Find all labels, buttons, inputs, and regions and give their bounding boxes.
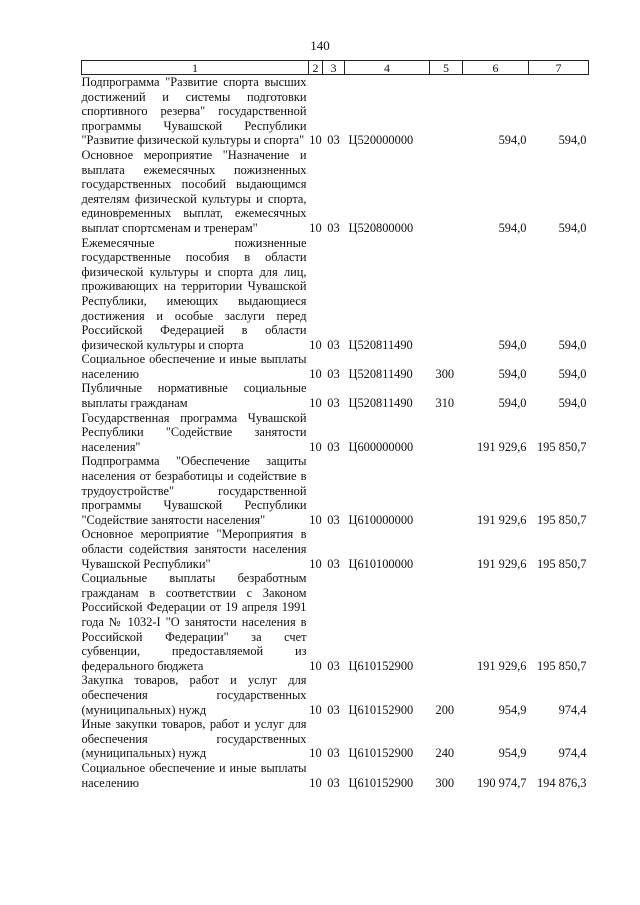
header-cell-7: 7 bbox=[529, 61, 589, 75]
amount-col6: 954,9 bbox=[498, 702, 527, 717]
expense-type-code: 200 bbox=[435, 702, 455, 717]
target-article-code: Ц520811490 bbox=[348, 396, 413, 411]
target-article-code: Ц520800000 bbox=[348, 220, 414, 235]
amount-col7: 594,0 bbox=[558, 366, 587, 381]
header-cell-6: 6 bbox=[463, 61, 529, 75]
expense-type-code bbox=[430, 75, 463, 148]
header-cell-2: 2 bbox=[309, 61, 323, 75]
amount-col7: 195 850,7 bbox=[536, 556, 587, 571]
subsection-code: 03 bbox=[327, 775, 340, 790]
item-name: Основное мероприятие "Назначение и выплата ежемесячных пожизненных государственных пособий выдающимся деятелям физической культуры и спорта, единовременных выплат, ежемесячных выплат спортсменам и тренерам" bbox=[81, 147, 307, 235]
table-row bbox=[82, 236, 589, 353]
table-row bbox=[82, 411, 589, 455]
target-article-code: Ц610152900 bbox=[348, 746, 414, 761]
header-cell-4: 4 bbox=[345, 61, 430, 75]
amount-col7: 594,0 bbox=[558, 220, 587, 235]
amount-col7: 594,0 bbox=[558, 133, 587, 148]
amount-col6: 954,9 bbox=[498, 746, 527, 761]
expense-type-code: 300 bbox=[435, 366, 455, 381]
target-article-code: Ц610152900 bbox=[348, 775, 414, 790]
budget-table bbox=[81, 60, 589, 790]
item-name: Государственная программа Чувашской Республики "Содействие занятости населения" bbox=[81, 410, 307, 454]
amount-col7: 594,0 bbox=[558, 396, 587, 411]
target-article-code: Ц600000000 bbox=[348, 439, 414, 454]
item-name: Подпрограмма "Обеспечение защиты населения от безработицы и содействие в трудоустройстве" государственной программы Чувашской Республики "Содействие занятости населения" bbox=[81, 454, 307, 527]
section-code: 10 bbox=[309, 775, 322, 790]
amount-col7: 974,4 bbox=[558, 702, 587, 717]
subsection-code: 03 bbox=[327, 512, 340, 527]
amount-col6: 191 929,6 bbox=[476, 439, 527, 454]
table-row bbox=[82, 761, 589, 790]
amount-col6: 594,0 bbox=[498, 366, 527, 381]
item-name: Иные закупки товаров, работ и услуг для обеспечения государственных (муниципальных) нужд bbox=[81, 717, 307, 761]
amount-col6: 191 929,6 bbox=[476, 556, 527, 571]
expense-type-code: 300 bbox=[435, 775, 455, 790]
subsection-code: 03 bbox=[327, 746, 340, 761]
section-code: 10 bbox=[309, 337, 322, 352]
target-article-code: Ц610000000 bbox=[348, 512, 414, 527]
expense-type-code bbox=[430, 148, 463, 236]
section-code: 10 bbox=[309, 746, 322, 761]
subsection-code: 03 bbox=[327, 702, 340, 717]
table-row bbox=[82, 381, 589, 410]
item-name: Закупка товаров, работ и услуг для обеспечения государственных (муниципальных) нужд bbox=[81, 673, 307, 717]
item-name: Публичные нормативные социальные выплаты гражданам bbox=[81, 381, 307, 411]
amount-col7: 194 876,3 bbox=[536, 775, 587, 790]
target-article-code: Ц520811490 bbox=[348, 337, 413, 352]
amount-col6: 191 929,6 bbox=[476, 512, 527, 527]
item-name: Социальные выплаты безработным гражданам в соответствии с Законом Российской Федерации от 19 апреля 1991 года № 1032-I "О занятости населения в Российской Федерации" за счет субвенции, предоставляемой из федерального бюджета bbox=[81, 571, 307, 673]
amount-col6: 191 929,6 bbox=[476, 658, 527, 673]
subsection-code: 03 bbox=[327, 396, 340, 411]
section-code: 10 bbox=[309, 658, 322, 673]
subsection-code: 03 bbox=[327, 556, 340, 571]
expense-type-code bbox=[430, 411, 463, 455]
expense-type-code bbox=[430, 454, 463, 527]
target-article-code: Ц610152900 bbox=[348, 658, 414, 673]
amount-col7: 594,0 bbox=[558, 337, 587, 352]
item-name: Основное мероприятие "Мероприятия в области содействия занятости населения Чувашской Республики" bbox=[81, 527, 307, 571]
item-name: Социальное обеспечение и иные выплаты населению bbox=[81, 352, 307, 381]
section-code: 10 bbox=[309, 396, 322, 411]
amount-col6: 594,0 bbox=[498, 133, 527, 148]
section-code: 10 bbox=[309, 512, 322, 527]
amount-col6: 594,0 bbox=[498, 337, 527, 352]
expense-type-code bbox=[430, 527, 463, 571]
item-name: Подпрограмма "Развитие спорта высших достижений и системы подготовки спортивного резерва" государственной программы Чувашской Республики "Развитие физической культуры и спорта" bbox=[81, 75, 307, 148]
amount-col6: 594,0 bbox=[498, 396, 527, 411]
table-row bbox=[82, 527, 589, 571]
section-code: 10 bbox=[309, 220, 322, 235]
target-article-code: Ц520000000 bbox=[348, 133, 414, 148]
section-code: 10 bbox=[309, 702, 322, 717]
subsection-code: 03 bbox=[327, 337, 340, 352]
subsection-code: 03 bbox=[327, 658, 340, 673]
header-cell-3: 3 bbox=[323, 61, 345, 75]
amount-col6: 594,0 bbox=[498, 220, 527, 235]
subsection-code: 03 bbox=[327, 220, 340, 235]
expense-type-code bbox=[430, 571, 463, 673]
subsection-code: 03 bbox=[327, 133, 340, 148]
expense-type-code bbox=[430, 236, 463, 353]
table-row bbox=[82, 454, 589, 527]
table-row bbox=[82, 717, 589, 761]
amount-col7: 195 850,7 bbox=[536, 512, 587, 527]
amount-col7: 195 850,7 bbox=[536, 439, 587, 454]
item-name: Ежемесячные пожизненные государственные пособия в области физической культуры и спорта для лиц, проживающих на территории Чувашской Республики, имеющих выдающиеся достижения и особые заслуги перед Российской Федерацией в области физической культуры и спорта bbox=[81, 235, 307, 352]
header-cell-1: 1 bbox=[82, 61, 309, 75]
item-name: Социальное обеспечение и иные выплаты населению bbox=[81, 760, 307, 790]
table-row bbox=[82, 75, 589, 148]
subsection-code: 03 bbox=[327, 439, 340, 454]
amount-col6: 190 974,7 bbox=[476, 775, 527, 790]
section-code: 10 bbox=[309, 133, 322, 148]
section-code: 10 bbox=[309, 556, 322, 571]
table-row bbox=[82, 571, 589, 673]
header-row bbox=[82, 61, 589, 75]
expense-type-code: 240 bbox=[435, 746, 455, 761]
amount-col7: 195 850,7 bbox=[536, 658, 587, 673]
section-code: 10 bbox=[309, 366, 322, 381]
target-article-code: Ц610152900 bbox=[348, 702, 414, 717]
subsection-code: 03 bbox=[327, 366, 340, 381]
target-article-code: Ц610100000 bbox=[348, 556, 414, 571]
table-row bbox=[82, 673, 589, 717]
header-cell-5: 5 bbox=[430, 61, 463, 75]
expense-type-code: 310 bbox=[435, 396, 455, 411]
page-number: 140 bbox=[310, 38, 330, 53]
section-code: 10 bbox=[309, 439, 322, 454]
table-row bbox=[82, 148, 589, 236]
amount-col7: 974,4 bbox=[558, 746, 587, 761]
table-row bbox=[82, 352, 589, 381]
target-article-code: Ц520811490 bbox=[348, 366, 413, 381]
